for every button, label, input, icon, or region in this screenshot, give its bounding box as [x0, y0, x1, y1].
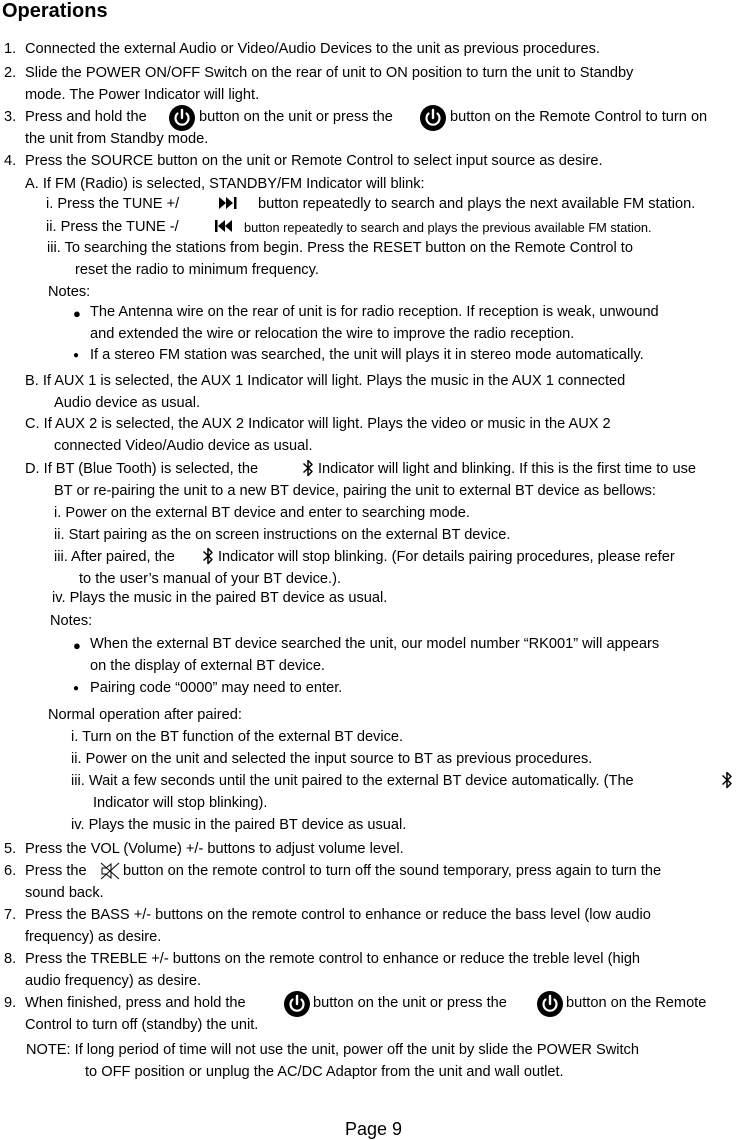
sub-item-text: C. If AUX 2 is selected, the AUX 2 Indicator will light. Plays the video or music in the AUX 2: [25, 416, 611, 432]
sub-item-text: ii. Press the TUNE -/: [46, 219, 179, 235]
note-text: Pairing code “0000” may need to enter.: [90, 680, 343, 696]
sub-item-text: A. If FM (Radio) is selected, STANDBY/FM Indicator will blink:: [25, 176, 425, 192]
note-text: on the display of external BT device.: [90, 658, 325, 674]
item-text: button on the remote control to turn off the sound temporary, press again to turn the: [123, 863, 662, 879]
sub-item-text: ii. Power on the unit and selected the input source to BT as previous procedures.: [71, 751, 593, 767]
sub-item-text: Indicator will stop blinking. (For details pairing procedures, please refer: [218, 549, 675, 565]
note-text: NOTE: If long period of time will not use the unit, power off the unit by slide the POWER Switch: [26, 1042, 639, 1058]
bluetooth-icon: [720, 770, 734, 790]
item-text: Press the VOL (Volume) +/- buttons to adjust volume level.: [25, 841, 404, 857]
sub-item-text: Indicator will stop blinking).: [93, 795, 268, 811]
sub-item-text: i. Press the TUNE +/: [46, 196, 180, 212]
sub-item-text: i. Turn on the BT function of the external BT device.: [71, 729, 404, 745]
sub-item-text: i. Power on the external BT device and enter to searching mode.: [54, 505, 470, 521]
item-text: button on the Remote Control to turn on: [450, 109, 708, 125]
sub-item-text: iii. Wait a few seconds until the unit paired to the external BT device automatically. (The: [71, 773, 634, 789]
sub-item-text: connected Video/Audio device as usual.: [54, 438, 313, 454]
item-text: Control to turn off (standby) the unit.: [25, 1017, 259, 1033]
item-text: the unit from Standby mode.: [25, 131, 209, 147]
sub-item-text: B. If AUX 1 is selected, the AUX 1 Indicator will light. Plays the music in the AUX 1 connected: [25, 373, 626, 389]
item-text: button on the Remote: [566, 995, 707, 1011]
bullet-icon: ●: [73, 350, 80, 361]
item-number: 4.: [4, 153, 17, 169]
item-text: button on the unit or press the: [313, 995, 507, 1011]
item-text: Press the BASS +/- buttons on the remote control to enhance or reduce the bass level (low audio: [25, 907, 651, 923]
sub-item-text: iii. To searching the stations from begin. Press the RESET button on the Remote Control to: [47, 240, 633, 256]
item-number: 2.: [4, 65, 17, 81]
sub-item-text: Audio device as usual.: [54, 395, 201, 411]
item-text: audio frequency) as desire.: [25, 973, 202, 989]
sub-item-text: BT or re-pairing the unit to a new BT device, pairing the unit to external BT device as bellows:: [54, 483, 656, 499]
power-icon: [283, 990, 311, 1018]
bullet-icon: ●: [73, 638, 81, 653]
sub-item-text: iii. After paired, the: [54, 549, 175, 565]
sub-item-text: iv. Plays the music in the paired BT device as usual.: [52, 590, 388, 606]
page-number: Page 9: [344, 1119, 403, 1139]
note-text: The Antenna wire on the rear of unit is for radio reception. If reception is weak, unwound: [90, 304, 659, 320]
section-label: Normal operation after paired:: [48, 707, 242, 723]
item-number: 3.: [4, 109, 17, 125]
sub-item-text: reset the radio to minimum frequency.: [75, 262, 319, 278]
item-text: Press the: [25, 863, 87, 879]
item-number: 7.: [4, 907, 17, 923]
item-number: 9.: [4, 995, 17, 1011]
item-text: button on the unit or press the: [199, 109, 393, 125]
item-text: Press and hold the: [25, 109, 147, 125]
item-number: 1.: [4, 41, 17, 57]
notes-label: Notes:: [48, 284, 91, 300]
item-text: When finished, press and hold the: [25, 995, 246, 1011]
sub-item-text: button repeatedly to search and plays the previous available FM station.: [244, 220, 652, 235]
power-icon: [536, 990, 564, 1018]
bullet-icon: ●: [73, 683, 80, 694]
item-text: Slide the POWER ON/OFF Switch on the rear of unit to ON position to turn the unit to Standby: [25, 65, 634, 81]
skip-forward-icon: [218, 196, 238, 210]
sub-item-text: D. If BT (Blue Tooth) is selected, the: [25, 461, 259, 477]
sub-item-text: button repeatedly to search and plays the next available FM station.: [258, 196, 696, 212]
note-text: If a stereo FM station was searched, the unit will plays it in stereo mode automatically.: [90, 347, 644, 363]
item-text: mode. The Power Indicator will light.: [25, 87, 260, 103]
bluetooth-icon: [301, 458, 315, 478]
item-number: 8.: [4, 951, 17, 967]
item-text: Connected the external Audio or Video/Audio Devices to the unit as previous procedures.: [25, 41, 600, 57]
power-icon: [419, 104, 447, 132]
item-text: Press the TREBLE +/- buttons on the remote control to enhance or reduce the treble level (high: [25, 951, 641, 967]
item-number: 5.: [4, 841, 17, 857]
sub-item-text: iv. Plays the music in the paired BT device as usual.: [71, 817, 407, 833]
skip-back-icon: [214, 219, 234, 233]
note-text: When the external BT device searched the unit, our model number “RK001” will appears: [90, 636, 660, 652]
bluetooth-icon: [201, 546, 215, 566]
item-text: frequency) as desire.: [25, 929, 162, 945]
item-text: Press the SOURCE button on the unit or Remote Control to select input source as desire.: [25, 153, 603, 169]
note-text: and extended the wire or relocation the wire to improve the radio reception.: [90, 326, 575, 342]
note-text: to OFF position or unplug the AC/DC Adaptor from the unit and wall outlet.: [85, 1064, 564, 1080]
power-icon: [168, 104, 196, 132]
item-text: sound back.: [25, 885, 104, 901]
item-number: 6.: [4, 863, 17, 879]
sub-item-text: ii. Start pairing as the on screen instructions on the external BT device.: [54, 527, 511, 543]
mute-icon: [100, 862, 120, 880]
bullet-icon: ●: [73, 306, 81, 321]
page-title: Operations: [2, 0, 108, 22]
sub-item-text: to the user’s manual of your BT device.).: [79, 571, 342, 587]
sub-item-text: Indicator will light and blinking. If this is the first time to use: [318, 461, 696, 477]
notes-label: Notes:: [50, 613, 93, 629]
